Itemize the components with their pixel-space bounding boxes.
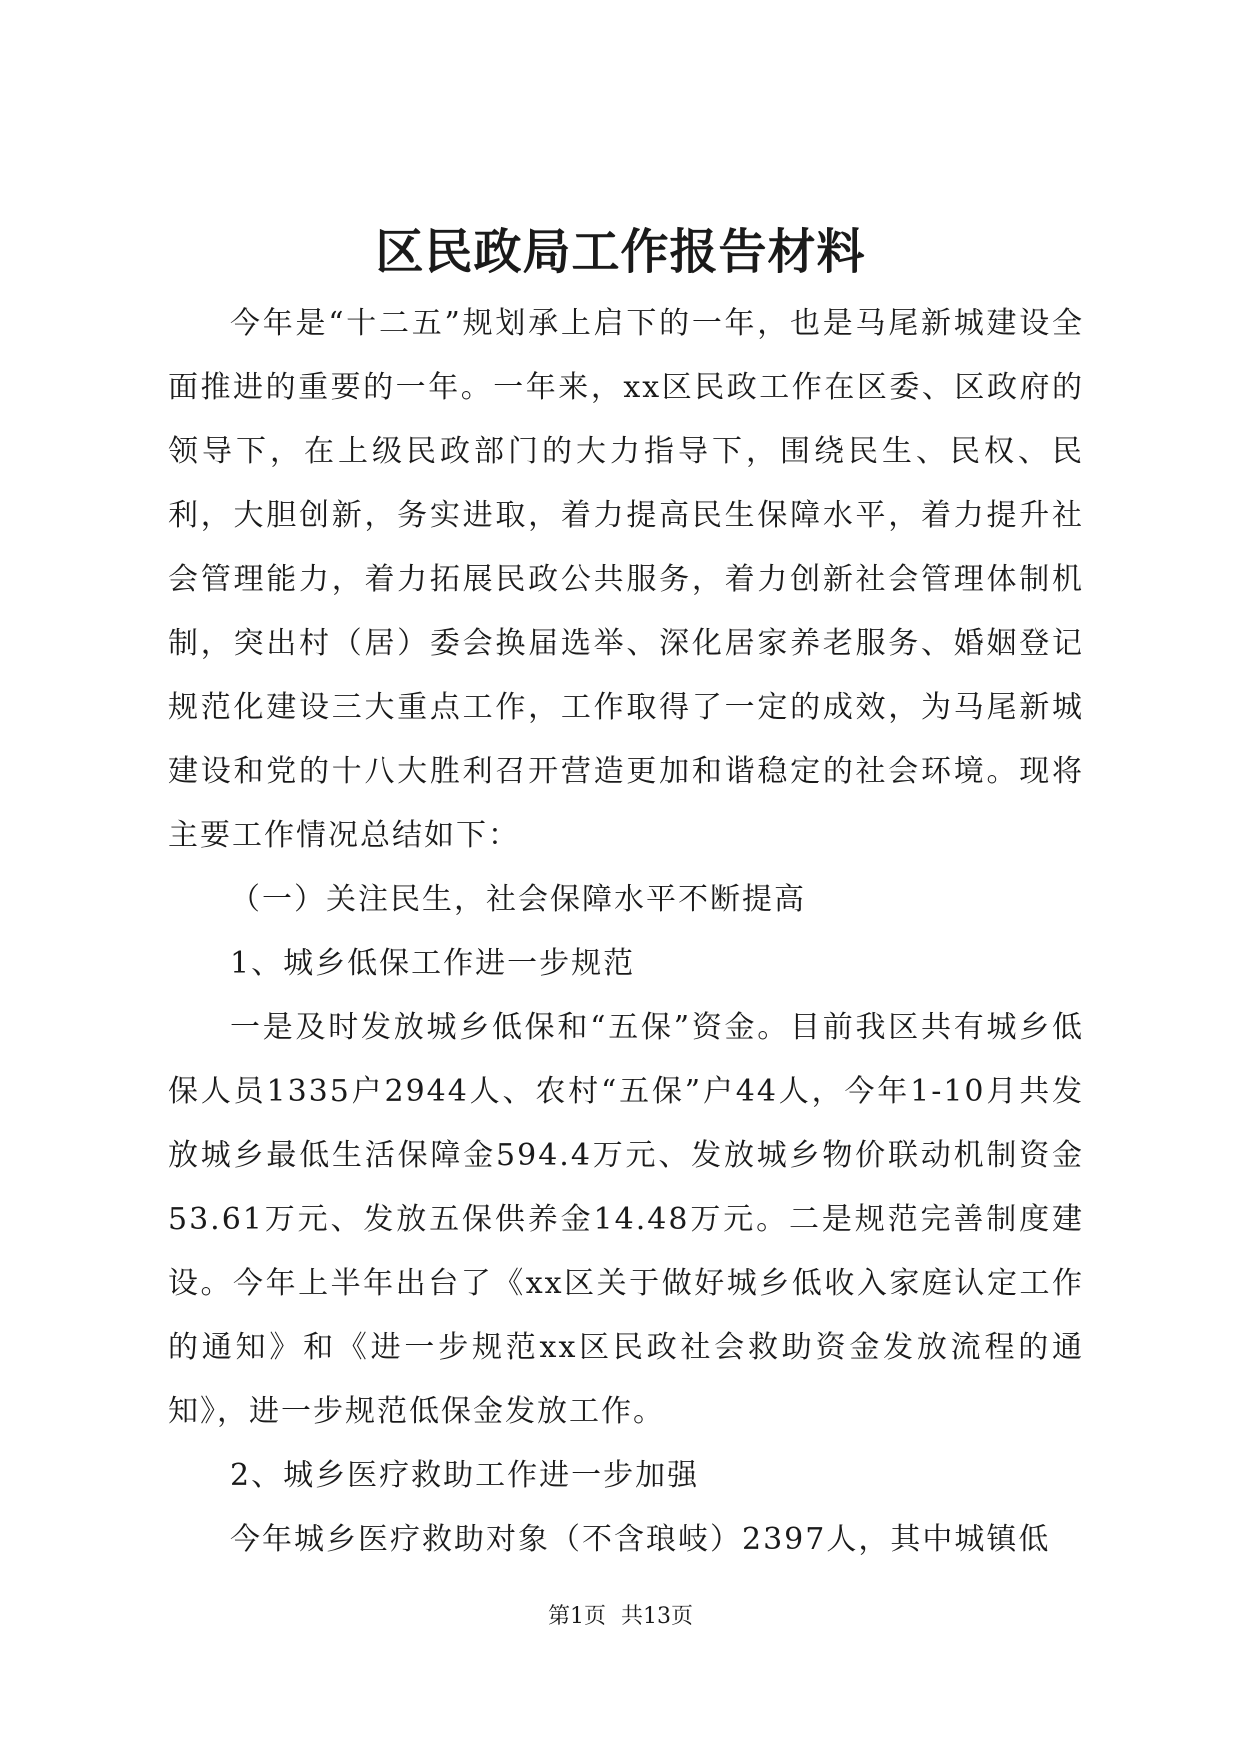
body-paragraph-1: 一是及时发放城乡低保和“五保”资金。目前我区共有城乡低保人员1335户2944人、农村“五保”户44人，今年1-10月共发放城乡最低生活保障金594.4万元、发放城乡物价联动机制资金53.61万元、发放五保供养金14.48万元。二是规范完善制度建设。今年上半年出台了《xx区关于做好城乡低收入家庭认定工作的通知》和《进一步规范xx区民政社会救助资金发放流程的通知》，进一步规范低保金发放工作。 (168, 1010, 1084, 1429)
subsection-heading-2: 2、城乡医疗救助工作进一步加强 (230, 1458, 700, 1493)
page-footer (0, 1603, 1241, 1631)
page-number: 第1页 (548, 1604, 606, 1629)
body-paragraph-2: 今年城乡医疗救助对象（不含琅岐）2397人，其中城镇低 (230, 1522, 1051, 1557)
section-heading-1: （一）关注民生，社会保障水平不断提高 (230, 882, 806, 917)
page-total: 共13页 (621, 1604, 693, 1629)
intro-paragraph: 今年是“十二五”规划承上启下的一年，也是马尾新城建设全面推进的重要的一年。一年来，xx区民政工作在区委、区政府的领导下，在上级民政部门的大力指导下，围绕民生、民权、民利，大胆创新，务实进取，着力提高民生保障水平，着力提升社会管理能力，着力拓展民政公共服务，着力创新社会管理体制机制，突出村（居）委会换届选举、深化居家养老服务、婚姻登记规范化建设三大重点工作，工作取得了一定的成效，为马尾新城建设和党的十八大胜利召开营造更加和谐稳定的社会环境。现将主要工作情况总结如下： (168, 306, 1084, 853)
document-title: 区民政局工作报告材料 (375, 224, 866, 280)
subsection-heading-1: 1、城乡低保工作进一步规范 (230, 946, 636, 981)
document-body (168, 292, 1084, 1572)
